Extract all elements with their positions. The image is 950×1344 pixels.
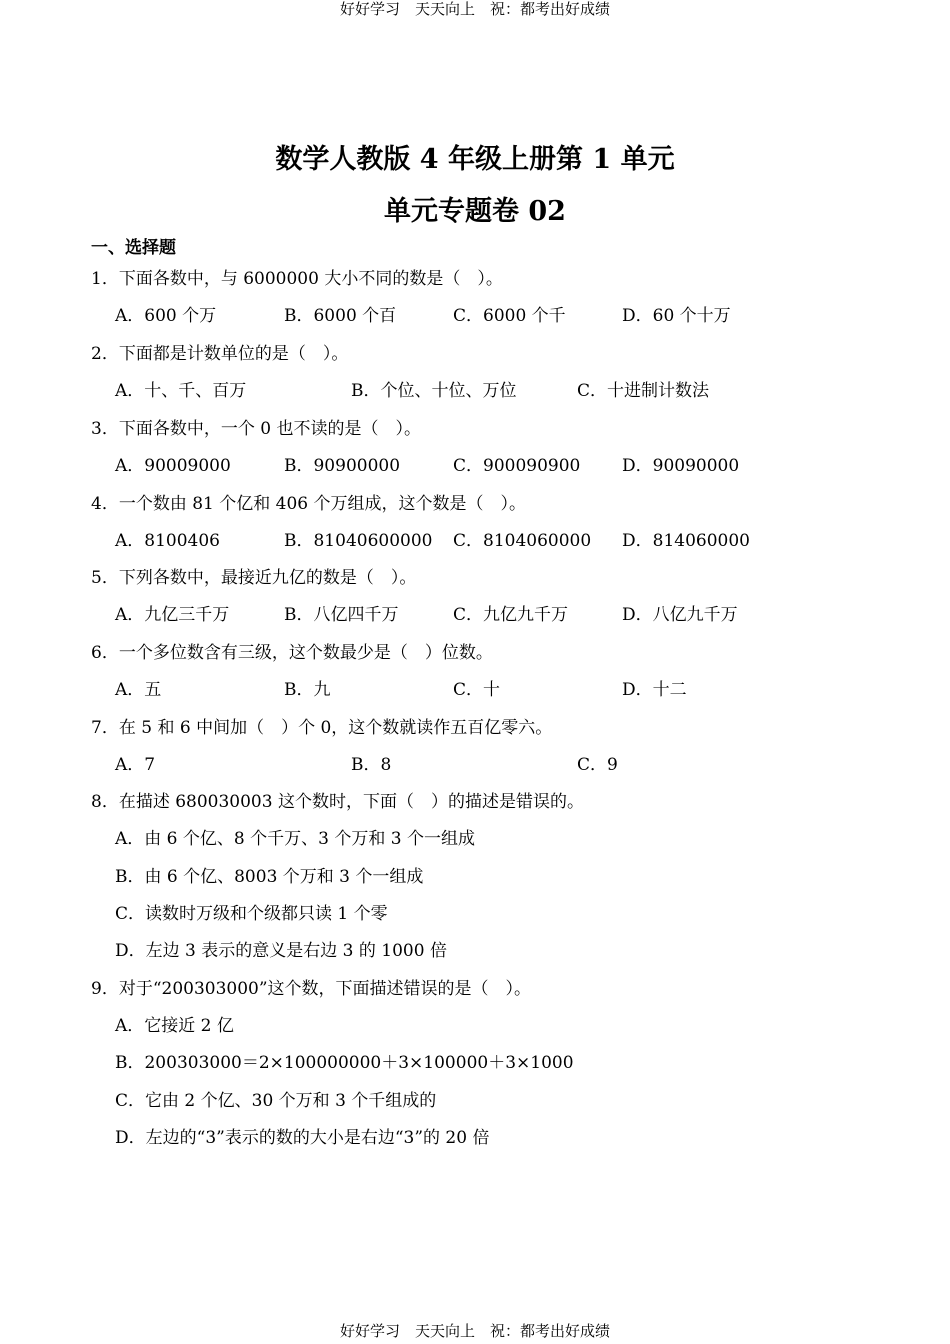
q6-option-c: C．十 — [453, 680, 501, 700]
q1-option-c: C．6000 个千 — [453, 306, 566, 326]
section-heading: 一、选择题 — [91, 238, 176, 258]
q8-option-c: C．读数时万级和个级都只读 1 个零 — [115, 904, 388, 924]
q4-option-d: D．814060000 — [622, 531, 750, 551]
q9-option-a: A．它接近 2 亿 — [115, 1016, 234, 1036]
q7-option-a: A．7 — [115, 755, 156, 775]
page-subtitle: 单元专题卷 02 — [384, 196, 566, 227]
q6-option-a: A．五 — [115, 680, 162, 700]
question-3: 3．下面各数中，一个 0 也不读的是（ ）。 — [91, 419, 421, 439]
q5-option-a: A．九亿三千万 — [115, 605, 230, 625]
q7-option-c: C．9 — [577, 755, 618, 775]
page-title: 数学人教版 4 年级上册第 1 单元 — [275, 144, 675, 175]
question-7: 7．在 5 和 6 中间加（ ）个 0，这个数就读作五百亿零六。 — [91, 718, 553, 738]
q9-option-b: B．200303000＝2×100000000＋3×100000＋3×1000 — [115, 1053, 574, 1073]
q2-option-c: C．十进制计数法 — [577, 381, 710, 401]
q2-option-a: A．十、千、百万 — [115, 381, 247, 401]
q5-option-b: B．八亿四千万 — [284, 605, 399, 625]
question-6: 6．一个多位数含有三级，这个数最少是（ ）位数。 — [91, 643, 493, 663]
q3-option-d: D．90090000 — [622, 456, 740, 476]
q8-option-d: D．左边 3 表示的意义是右边 3 的 1000 倍 — [115, 941, 447, 961]
question-8: 8．在描述 680030003 这个数时，下面（ ）的描述是错误的。 — [91, 792, 584, 812]
q2-option-b: B．个位、十位、万位 — [351, 381, 517, 401]
question-5: 5．下列各数中，最接近九亿的数是（ ）。 — [91, 568, 417, 588]
q7-option-b: B．8 — [351, 755, 392, 775]
q3-option-b: B．90900000 — [284, 456, 401, 476]
question-4: 4．一个数由 81 个亿和 406 个万组成，这个数是（ ）。 — [91, 494, 527, 514]
q8-option-a: A．由 6 个亿、8 个千万、3 个万和 3 个一组成 — [115, 829, 475, 849]
q3-option-a: A．90009000 — [115, 456, 231, 476]
q1-option-a: A．600 个万 — [115, 306, 217, 326]
q8-option-b: B．由 6 个亿、8003 个万和 3 个一组成 — [115, 867, 424, 887]
q4-option-b: B．81040600000 — [284, 531, 433, 551]
q9-option-d: D．左边的“3”表示的数的大小是右边“3”的 20 倍 — [115, 1128, 490, 1148]
q6-option-d: D．十二 — [622, 680, 687, 700]
question-2: 2．下面都是计数单位的是（ ）。 — [91, 344, 349, 364]
question-9: 9．对于“200303000”这个数，下面描述错误的是（ ）。 — [91, 979, 532, 999]
q5-option-c: C．九亿九千万 — [453, 605, 569, 625]
q9-option-c: C．它由 2 个亿、30 个万和 3 个千组成的 — [115, 1091, 437, 1111]
page-header: 好好学习 天天向上 祝：都考出好成绩 — [339, 0, 610, 18]
q1-option-d: D．60 个十万 — [622, 306, 731, 326]
page-footer: 好好学习 天天向上 祝：都考出好成绩 — [339, 1322, 610, 1340]
q4-option-a: A．8100406 — [115, 531, 220, 551]
q4-option-c: C．8104060000 — [453, 531, 592, 551]
q1-option-b: B．6000 个百 — [284, 306, 397, 326]
question-1: 1．下面各数中，与 6000000 大小不同的数是（ ）。 — [91, 269, 503, 289]
q3-option-c: C．900090900 — [453, 456, 581, 476]
q6-option-b: B．九 — [284, 680, 331, 700]
q5-option-d: D．八亿九千万 — [622, 605, 738, 625]
